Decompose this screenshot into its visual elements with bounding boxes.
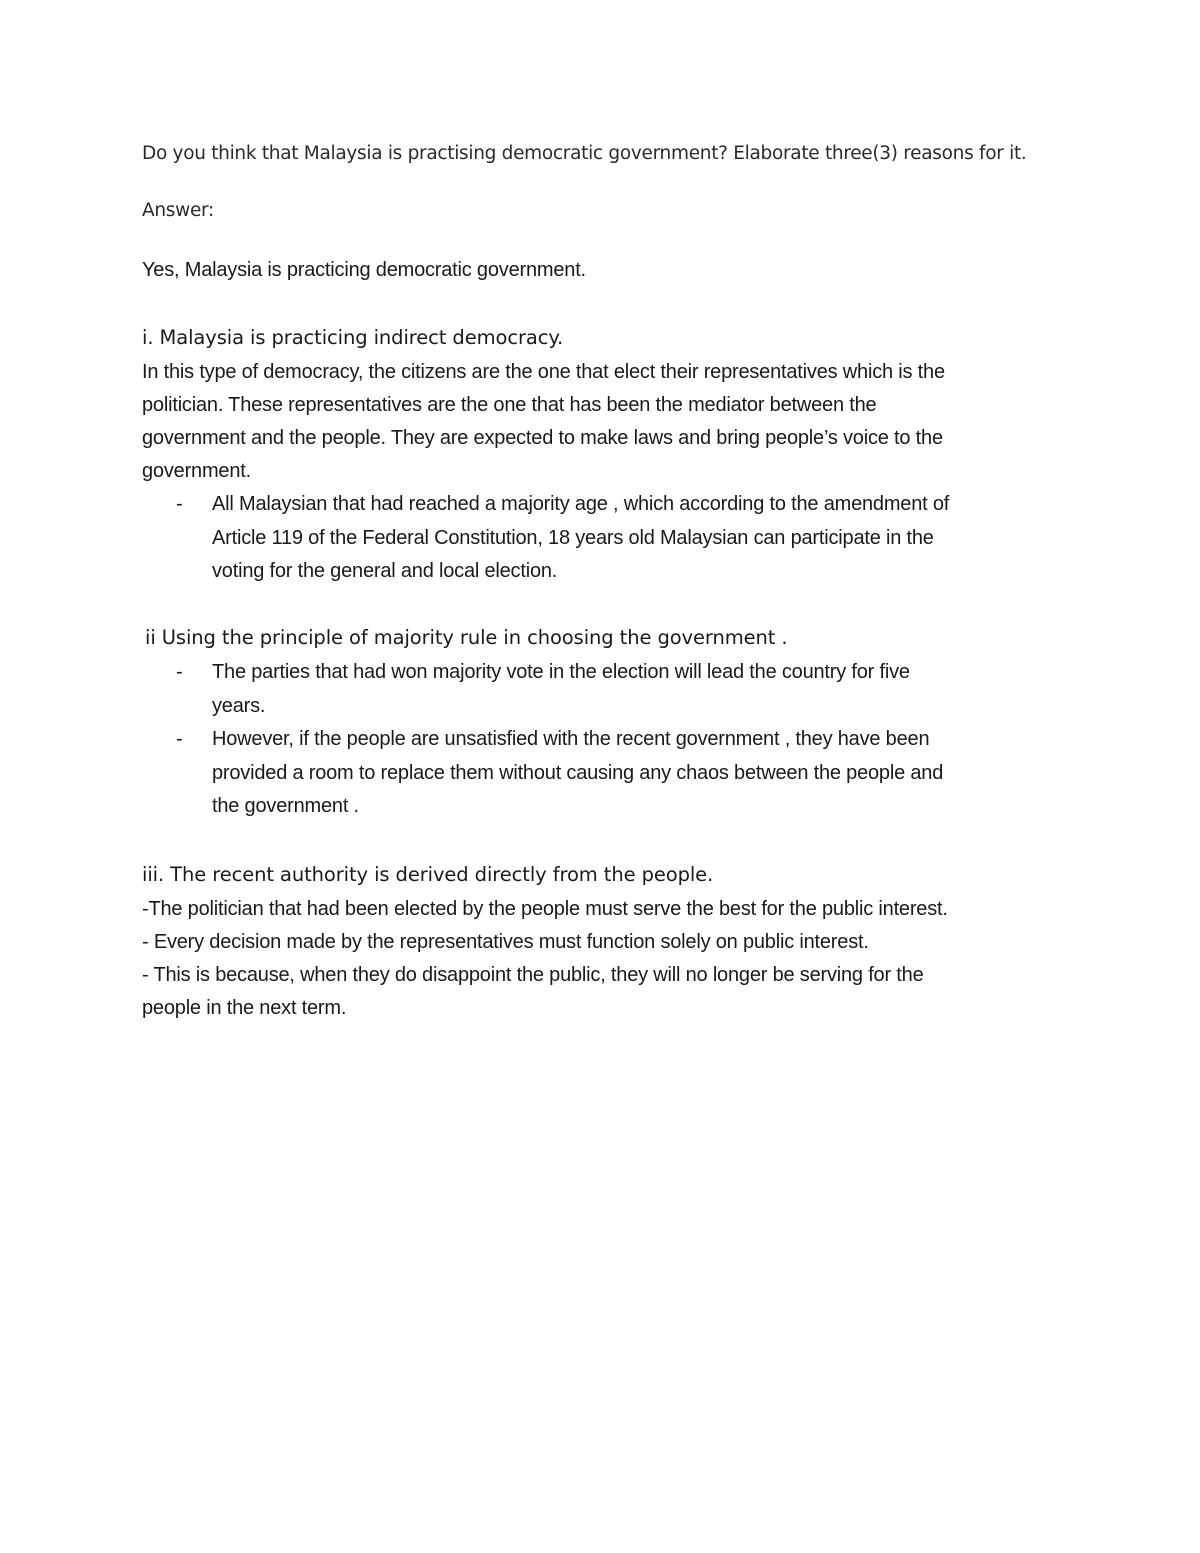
section-1-paragraph-line: In this type of democracy, the citizens are the one that elect their representatives which is the [142, 361, 945, 383]
section-3-line: - Every decision made by the representatives must function solely on public interest. [142, 931, 869, 953]
section-2-bullet-line: the government . [212, 795, 359, 817]
section-3-line: - This is because, when they do disappoint the public, they will no longer be serving for the [142, 964, 924, 986]
section-1-heading: i. Malaysia is practicing indirect democracy. [142, 326, 564, 349]
section-2-bullet-line: The parties that had won majority vote in the election will lead the country for five [212, 661, 910, 683]
bullet-dash: - [176, 493, 183, 515]
answer-intro: Yes, Malaysia is practicing democratic government. [142, 259, 586, 281]
bullet-dash: - [176, 661, 183, 683]
section-2-bullet-line: provided a room to replace them without causing any chaos between the people and [212, 762, 944, 784]
section-2-heading: ii Using the principle of majority rule in choosing the government . [145, 626, 788, 649]
section-1-paragraph-line: politician. These representatives are the one that has been the mediator between the [142, 394, 877, 416]
section-1-paragraph-line: government. [142, 460, 251, 482]
section-3-line: -The politician that had been elected by the people must serve the best for the public interest. [142, 898, 948, 920]
section-1-paragraph-line: government and the people. They are expected to make laws and bring people’s voice to the [142, 427, 943, 449]
section-3-heading: iii. The recent authority is derived directly from the people. [142, 863, 714, 886]
section-2-bullet-line: years. [212, 695, 266, 717]
section-2-bullet-line: However, if the people are unsatisfied with the recent government , they have been [212, 728, 930, 750]
section-1-bullet-line: Article 119 of the Federal Constitution, 18 years old Malaysian can participate in the [212, 527, 934, 549]
section-3-line: people in the next term. [142, 997, 347, 1019]
section-1-bullet-line: voting for the general and local election. [212, 560, 558, 582]
question-text: Do you think that Malaysia is practising democratic government? Elaborate three(3) reasons for it. [142, 143, 1027, 164]
bullet-dash: - [176, 728, 183, 750]
section-1-bullet-line: All Malaysian that had reached a majority age , which according to the amendment of [212, 493, 950, 515]
answer-label: Answer: [142, 200, 214, 221]
